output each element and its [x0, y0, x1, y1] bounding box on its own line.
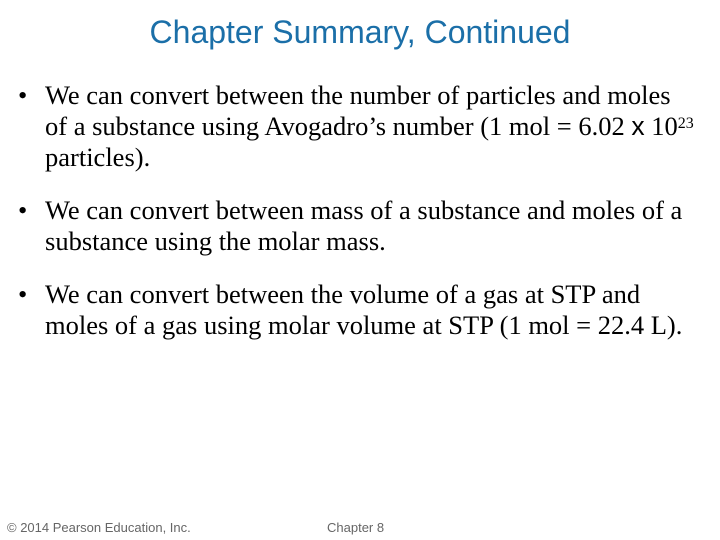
bullet-text-part: particles).	[45, 142, 151, 172]
slide-title: Chapter Summary, Continued	[149, 14, 571, 50]
bullet-list	[18, 80, 698, 341]
bullet-text-part: We can convert between the number of particles and moles of a substance using Avogadro’s number (1 mol = 6.02	[45, 80, 671, 141]
times-sign: x	[631, 111, 645, 141]
power-base: 10	[644, 111, 678, 141]
bullet-text: We can convert between mass of a substance and moles of a substance using the molar mass.	[45, 195, 683, 256]
footer-chapter: Chapter 8	[327, 520, 385, 535]
bullet-item-molar-mass	[18, 195, 698, 257]
bullet-icon: •	[18, 195, 28, 225]
bullet-icon: •	[18, 279, 28, 309]
bullet-text: We can convert between the volume of a gas at STP and moles of a gas using molar volume at STP (1 mol = 22.4 L).	[45, 279, 683, 340]
bullet-icon: •	[18, 80, 28, 110]
bullet-item-avogadro	[18, 80, 698, 173]
exponent: 23	[677, 115, 694, 132]
footer-copyright: © 2014 Pearson Education, Inc.	[7, 520, 191, 535]
bullet-item-molar-volume	[18, 279, 698, 341]
